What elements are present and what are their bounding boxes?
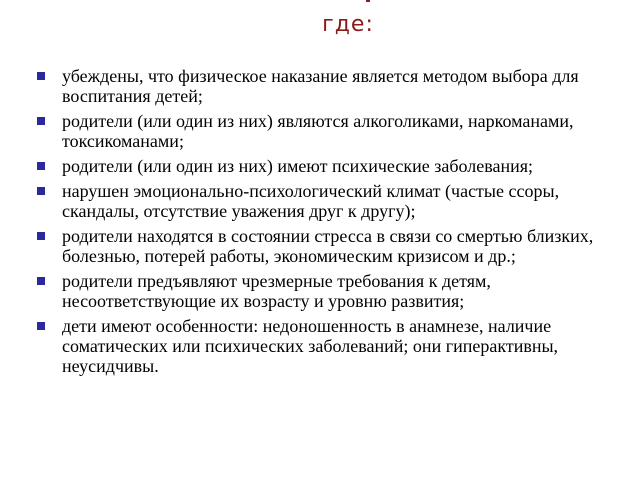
bullet-text: родители (или один из них) имеют психические заболевания; [62,156,534,176]
square-bullet-icon [36,231,46,241]
slide-heading: где: [322,12,374,37]
bullet-item [34,66,608,106]
bullet-text: родители (или один из них) являются алкоголиками, наркоманами, токсикоманами; [62,111,574,151]
square-bullet-icon [36,116,46,126]
square-bullet-icon [36,71,46,81]
bullet-text: нарушен эмоционально-психологический климат (частые ссоры, скандалы, отсутствие уважения друг к другу); [62,181,560,221]
square-bullet-icon [36,276,46,286]
bullet-item [34,111,608,151]
bullet-item [34,226,608,266]
bullet-item [34,271,608,311]
bullet-text: дети имеют особенности: недоношенность в анамнезе, наличие соматических или психических заболеваний; они гиперактивны, неусидчивы. [62,316,559,376]
square-bullet-icon [36,161,46,171]
square-bullet-icon [36,186,46,196]
bullet-text: родители находятся в состоянии стресса в связи со смертью близких, болезнью, потерей работы, экономическим кризисом и др.; [62,226,594,266]
bullet-list [34,66,608,381]
bullet-text: убеждены, что физическое наказание является методом выбора для воспитания детей; [62,66,579,106]
square-bullet-icon [36,321,46,331]
bullet-item [34,156,608,176]
bullet-item [34,181,608,221]
title-fragment [366,0,370,2]
bullet-text: родители предъявляют чрезмерные требования к детям, несоответствующие их возрасту и уровню развития; [62,271,491,311]
bullet-item [34,316,608,376]
